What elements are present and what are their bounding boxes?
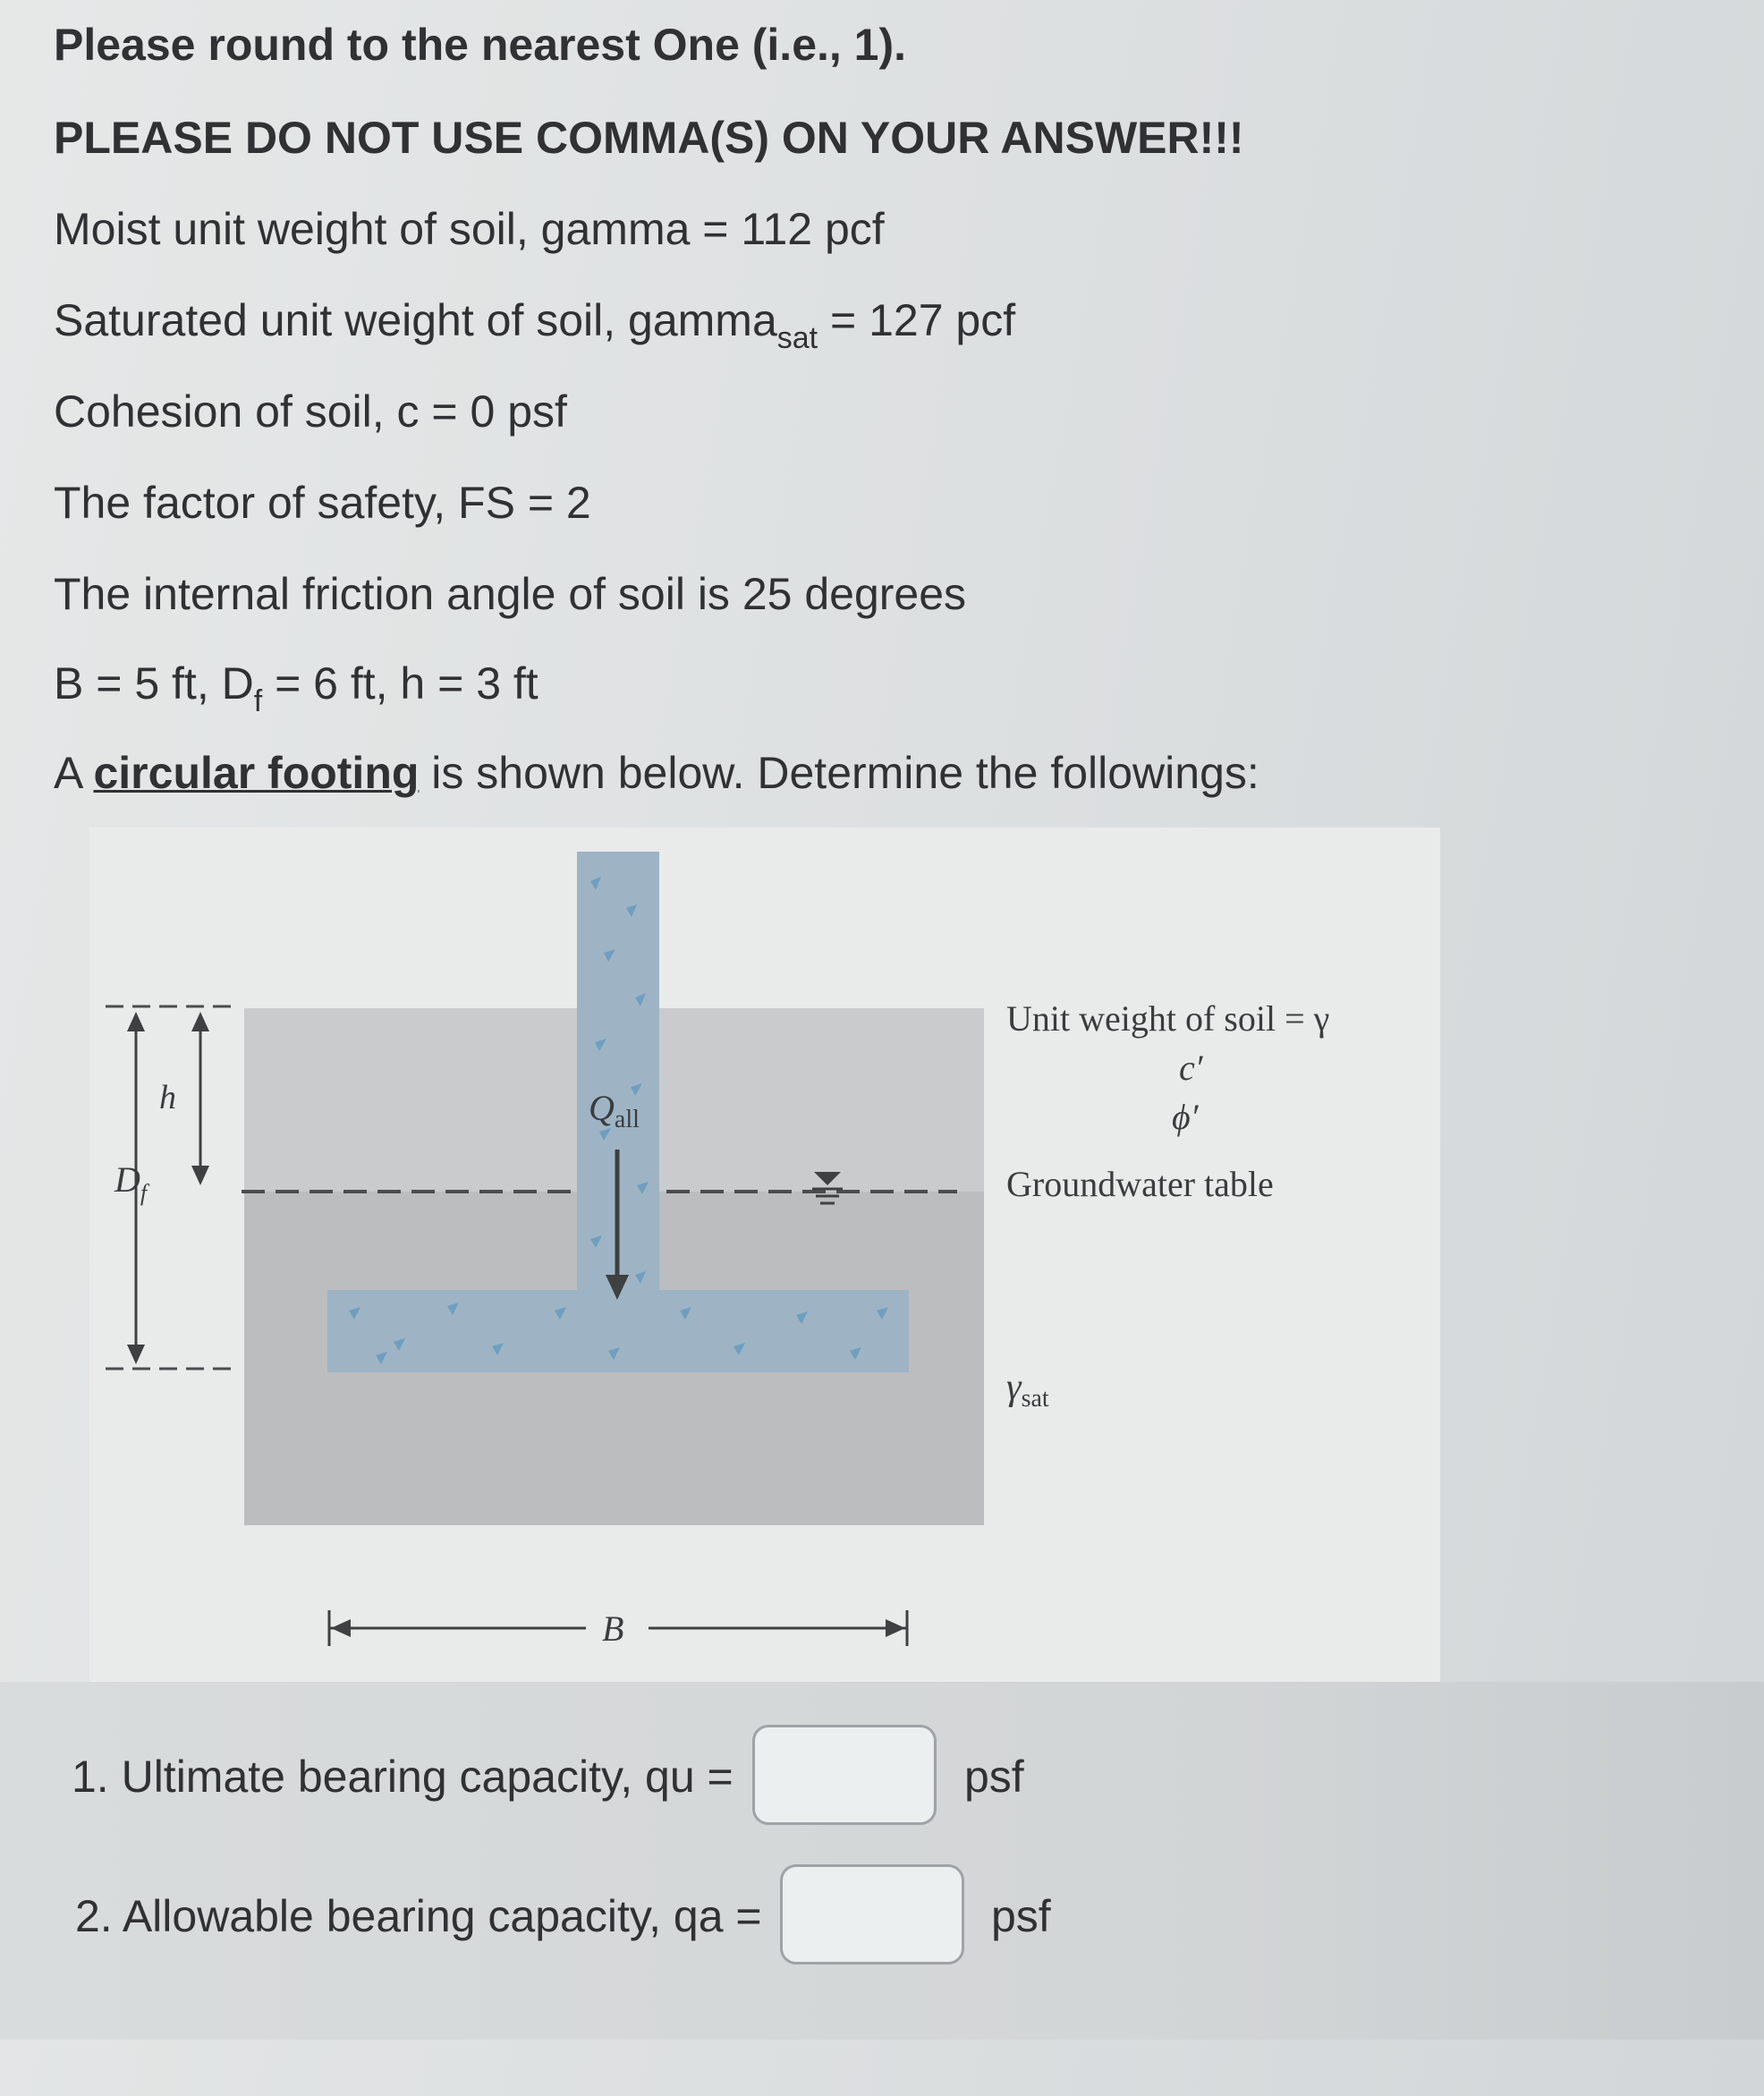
h-arrow-bottom — [191, 1166, 209, 1185]
footing-diagram — [89, 827, 1440, 1695]
allowable-capacity-value — [783, 1867, 962, 1962]
label-gamma-sat-main: γ — [1006, 1367, 1022, 1408]
footing-base — [327, 1290, 909, 1372]
saturated-unit-weight — [54, 293, 1016, 355]
label-groundwater-table: Groundwater table — [1006, 1164, 1274, 1204]
no-comma-instruction: PLEASE DO NOT USE COMMA(S) ON YOUR ANSWER!!! — [54, 113, 1244, 163]
rounding-instruction: Please round to the nearest One (i.e., 1). — [54, 20, 907, 70]
label-cohesion: c′ — [1179, 1048, 1203, 1088]
factor-of-safety: The factor of safety, FS = 2 — [54, 478, 591, 528]
df-arrow-bottom — [127, 1345, 145, 1364]
circular-footing-link: circular footing — [93, 748, 420, 798]
label-b: B — [602, 1608, 624, 1649]
allowable-capacity-input[interactable] — [780, 1864, 964, 1964]
saturated-subscript: sat — [776, 321, 818, 355]
ultimate-capacity-value — [755, 1727, 934, 1822]
dimensions — [54, 657, 539, 716]
dimensions-a: B = 5 ft, D — [54, 658, 254, 709]
footing-diagram-svg — [89, 827, 1440, 1695]
question-allowable-unit: psf — [991, 1891, 1051, 1941]
saturated-label: Saturated unit weight of soil, gamma — [54, 295, 777, 345]
label-unit-weight: Unit weight of soil = γ — [1006, 998, 1330, 1039]
label-qall-main: Q — [589, 1088, 615, 1128]
friction-angle: The internal friction angle of soil is 25 degrees — [54, 569, 967, 619]
h-arrow-top — [191, 1012, 209, 1031]
prompt-line — [54, 746, 1259, 800]
saturated-value: = 127 pcf — [818, 295, 1016, 345]
label-df — [114, 1158, 148, 1206]
label-h: h — [159, 1079, 176, 1116]
label-df-sub: f — [140, 1180, 148, 1206]
label-phi: ϕ′ — [1172, 1097, 1199, 1137]
ultimate-capacity-input[interactable] — [752, 1725, 937, 1825]
moist-unit-weight: Moist unit weight of soil, gamma = 112 pcf — [54, 204, 885, 254]
label-df-main: D — [114, 1159, 140, 1200]
label-gamma-sat-sub: sat — [1021, 1385, 1049, 1413]
label-qall — [589, 1087, 640, 1133]
prompt-prefix: A — [54, 748, 94, 798]
question-ultimate-unit: psf — [964, 1752, 1024, 1802]
prompt-suffix: is shown below. Determine the followings: — [419, 748, 1259, 798]
question-ultimate-label: 1. Ultimate bearing capacity, qu = — [72, 1752, 734, 1802]
df-arrow-top — [127, 1012, 145, 1031]
label-qall-sub: all — [614, 1106, 640, 1133]
dimensions-subscript: f — [253, 684, 263, 718]
question-allowable-label: 2. Allowable bearing capacity, qa = — [75, 1891, 762, 1941]
b-arrow-left — [331, 1619, 351, 1637]
label-gamma-sat — [1006, 1366, 1049, 1413]
b-arrow-right — [886, 1619, 905, 1637]
dimensions-b: = 6 ft, h = 3 ft — [262, 658, 539, 709]
cohesion: Cohesion of soil, c = 0 psf — [54, 386, 567, 437]
